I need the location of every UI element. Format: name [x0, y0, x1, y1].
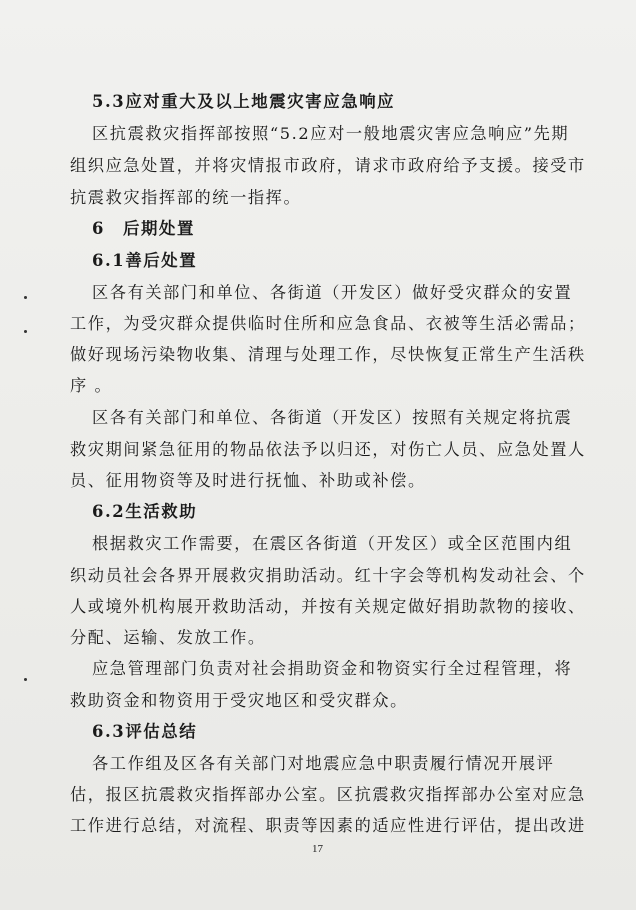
margin-mark: [24, 678, 27, 681]
paragraph-line: 各工作组及区各有关部门对地震应急中职责履行情况开展评: [92, 754, 555, 773]
paragraph-line: 区抗震救灾指挥部按照“5.2应对一般地震灾害应急响应”先期: [92, 124, 570, 143]
paragraph-line: 区各有关部门和单位、各街道（开发区）按照有关规定将抗震: [92, 408, 573, 427]
section-heading-5-3: 5.3应对重大及以上地震灾害应急响应: [92, 92, 396, 111]
paragraph-line: 工作，为受灾群众提供临时住所和应急食品、衣被等生活必需品；: [70, 314, 586, 333]
paragraph-line: 应急管理部门负责对社会捐助资金和物资实行全过程管理，将: [92, 659, 573, 678]
section-heading-6-2: 6.2生活救助: [92, 502, 198, 521]
margin-mark: [24, 330, 27, 333]
paragraph-line: 分配、运输、发放工作。: [70, 628, 266, 647]
section-heading-6-1: 6.1善后处置: [92, 251, 198, 270]
paragraph-line: 序 。: [70, 376, 113, 395]
section-heading-6: 6 后期处置: [92, 219, 195, 238]
paragraph-line: 员、征用物资等及时进行抚恤、补助或补偿。: [70, 471, 426, 490]
paragraph-line: 抗震救灾指挥部的统一指挥。: [70, 188, 302, 207]
paragraph-line: 人或境外机构展开救助活动，并按有关规定做好捐助款物的接收、: [70, 597, 586, 616]
paragraph-line: 做好现场污染物收集、清理与处理工作，尽快恢复正常生产生活秩: [70, 345, 586, 364]
paragraph-line: 组织应急处置，并将灾情报市政府，请求市政府给予支援。接受市: [70, 156, 586, 175]
paragraph-line: 织动员社会各界开展救灾捐助活动。红十字会等机构发动社会、个: [70, 566, 586, 585]
page-number: 17: [312, 843, 323, 855]
paragraph-line: 工作进行总结，对流程、职责等因素的适应性进行评估，提出改进: [70, 816, 586, 835]
section-heading-6-3: 6.3评估总结: [92, 722, 198, 741]
paragraph-line: 救灾期间紧急征用的物品依法予以归还，对伤亡人员、应急处置人: [70, 440, 586, 459]
paragraph-line: 估，报区抗震救灾指挥部办公室。区抗震救灾指挥部办公室对应急: [70, 785, 586, 804]
margin-mark: [24, 296, 27, 299]
paragraph-line: 救助资金和物资用于受灾地区和受灾群众。: [70, 691, 408, 710]
paragraph-line: 根据救灾工作需要，在震区各街道（开发区）或全区范围内组: [92, 534, 573, 553]
paragraph-line: 区各有关部门和单位、各街道（开发区）做好受灾群众的安置: [92, 283, 573, 302]
